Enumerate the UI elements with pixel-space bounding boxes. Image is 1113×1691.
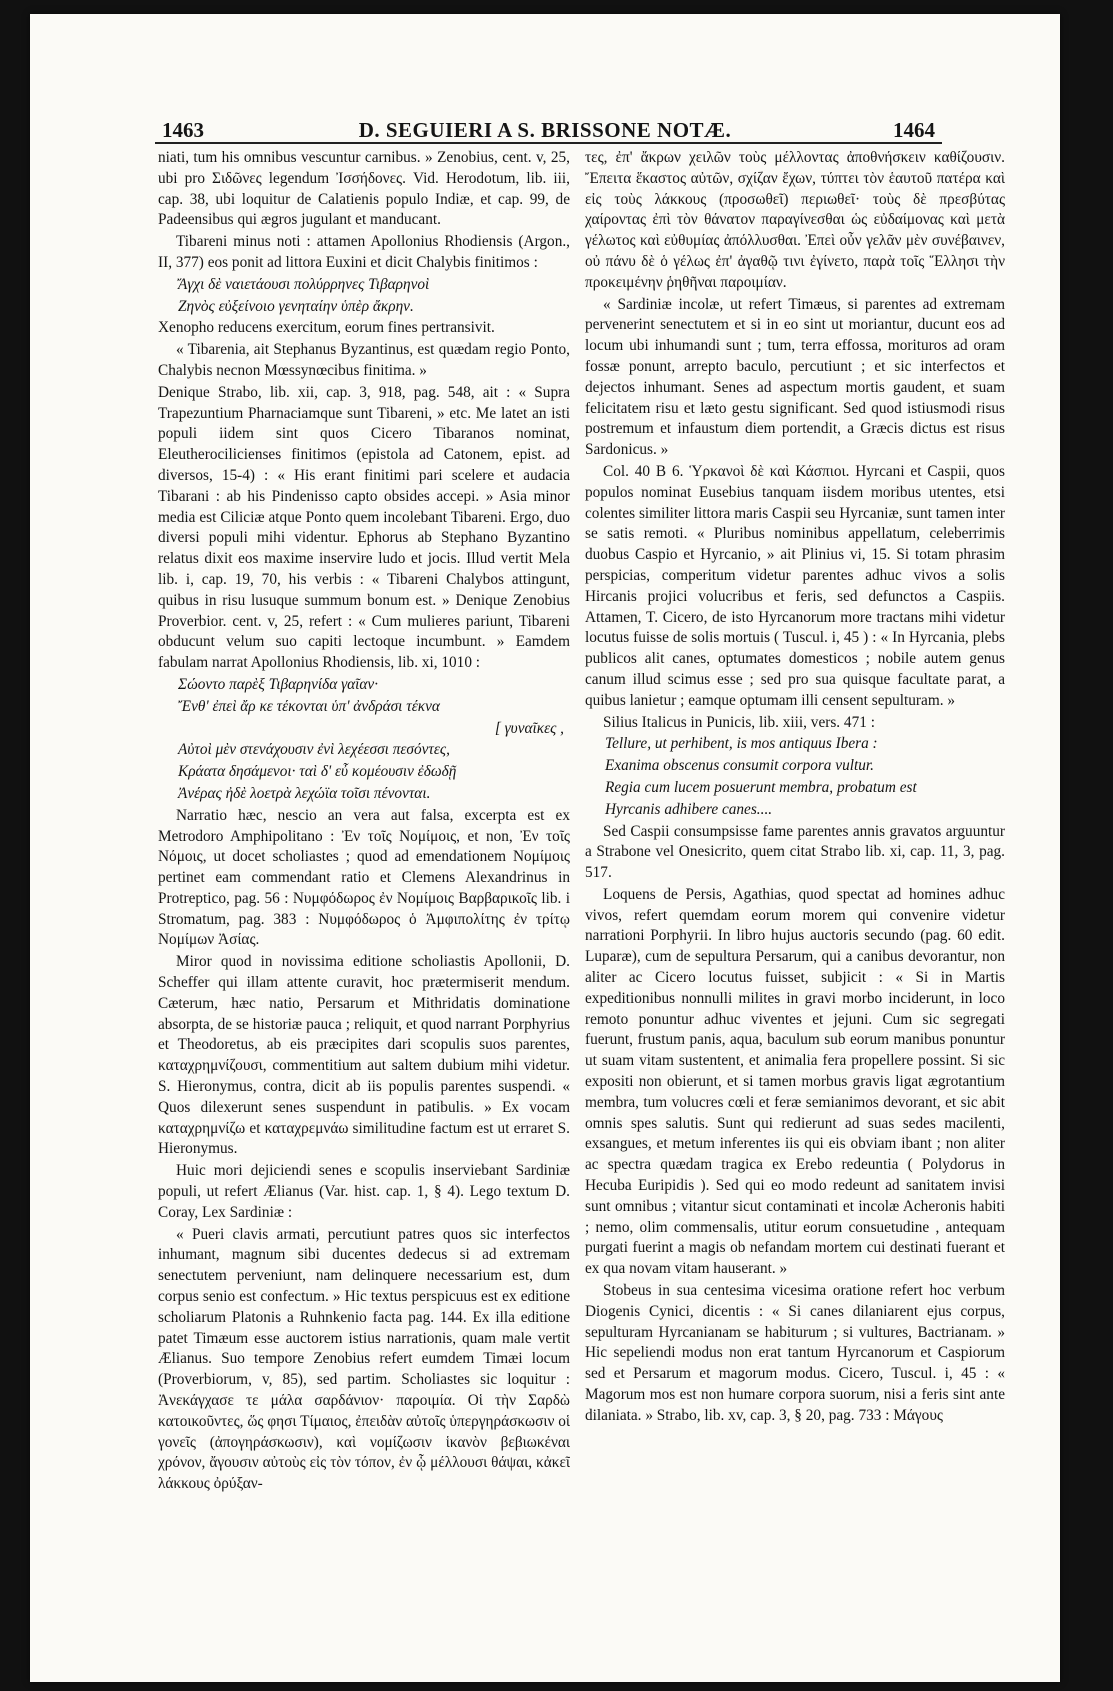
paragraph: Stobeus in sua centesima vicesima oratione refert hoc verbum Diogenis Cynici, dicentis : « Si canes dilaniarent ejus corpus, sepulturam Hyrcanianam se habiturum ; si vultures, Bactrianam. » Hic sepeliendi modus non erat tantum Hyrcanorum et Caspiorum sed et Persarum et magorum modus. Cicero, Tuscul. i, 45 : « Magorum mos est non humare corpora suorum, nisi a feris sint ante dilaniata. » Strabo, lib. xv, cap. 3, § 20, pag. 733 : Μάγους (585, 1282, 1005, 1424)
paragraph: Denique Strabo, lib. xii, cap. 3, 918, pag. 548, ait : « Supra Trapezuntium Pharnaciamque sunt Tibareni, » etc. Me latet an isti populi iidem sint quos Cicero Tibaranos nominat, Eleutherocilicienses finitimos (epistola ad Catonem, epist. ad diversos, 15-4) : « His erant finitimi pari scelere et audacia Tibarani : ab his Pindenisso capto obsides accepi. » Asia minor media est Ciliciæ atque Ponto quem incolebant Tibareni. Ergo, duo diversi populi mihi videntur. Ephorus ab Stephano Byzantino relatus dixit eos maxime inservire ludo et jocis. Illud vertit Mela lib. i, cap. 19, 70, his verbis : « Tibareni Chalybos attingunt, quibus in risu lusuque summum bonum est. » Denique Zenobius Proverbior. cent. v, 25, refert : « Cum mulieres pariunt, Tibareni obducunt velum suo capiti lectoque incumbunt. » Eamdem fabulam narrat Apollonius Rhodiensis, lib. xi, 1010 : (158, 383, 570, 672)
verse-line: Tellure, ut perhibent, is mos antiquus Ibera : (605, 735, 878, 753)
verse-line: Ζηνὸς εὐξείνοιο γενηταίην ὑπὲρ ἄκρην. (178, 297, 414, 315)
paragraph: τες, ἐπ' ἄκρων χειλῶν τοὺς μέλλοντας ἀποθνήσκειν καθίζουσιν. Ἔπειτα ἕκαστος αὐτῶν, σχίζαν ἔχων, τύπτει τὸν ἑαυτοῦ πατέρα καὶ εἰς τοὺς λάκκους (προσωθεῖ) περιωθεῖ· τοὺς δὲ πρεσβύτας χαίροντας ἐπὶ τὸν θάνατον παραγίνεσθαι ὡς εὐδαίμονας καὶ μετὰ γέλωτος καὶ εὐθυμίας ἀπόλλυσθαι. Ἐπεὶ οὖν γελᾶν μὲν συνέβαινεν, οὐ πάνυ δὲ ὁ γέλως ἐπ' ἀγαθῷ τινι ἐγίνετο, παρὰ τοῖς Ἕλλησι τὴν προκειμένην ῥηθῆναι παροιμίαν. (585, 149, 1005, 291)
paragraph: « Tibarenia, ait Stephanus Byzantinus, est quædam regio Ponto, Chalybis necnon Mœssynœcibus finitima. » (158, 341, 570, 379)
verse-line: Ἀνέρας ἠδὲ λοετρὰ λεχώϊα τοῖσι πένονται. (178, 784, 431, 802)
verse-line: Regia cum lucem posuerunt membra, probatum est (605, 778, 917, 796)
paragraph: Narratio hæc, nescio an vera aut falsa, excerpta est ex Metrodoro Amphipolitano : Ἐν τοῖς Νομίμοις, et non, Ἐν τοῖς Νόμοις, ut docet scholiastes ; quod ad emendationem Νομίμοις pertinet eam commendant ratio et Clemens Alexandrinus in Protreptico, pag. 56 : Νυμφόδωρος ἐν Νομίμοις Βαρβαρικοῖς lib. i Stromatum, pag. 383 : Νυμφόδωρος ὁ Ἀμφιπολίτης ἐν τρίτῳ Νομίμων Ἀσίας. (158, 806, 570, 949)
left-column (158, 148, 570, 1688)
verse-line: Ἄγχι δὲ ναιετάουσι πολύρρηνες Τιβαρηνοὶ (178, 275, 430, 293)
right-column (585, 148, 1005, 1688)
verse-line: Ἔνθ' ἐπεὶ ἄρ κε τέκονται ὑπ' ἀνδράσι τέκνα (178, 697, 440, 715)
paragraph: niati, tum his omnibus vescuntur carnibus. » Zenobius, cent. v, 25, ubi pro Σιδῶνες legendum Ἰσσήδονες. Vid. Herodotum, lib. iii, cap. 38, ubi loquitur de Calatienis populo Indiæ, et cap. 99, de Padeensibus qui ægros jugulant et manducant. (158, 149, 570, 229)
verse-line: Κράατα δησάμενοι· ταὶ δ' εὖ κομέουσιν ἐδωδῇ (178, 763, 457, 781)
paragraph: « Sardiniæ incolæ, ut refert Timæus, si parentes ad extremam pervenerint senectutem et si in eo sint ut moriantur, ducunt eos ad locum ubi inhumandi sunt ; tum, terra effossa, morituros ad oram fossæ ponunt, arrepto baculo, percutiunt ; et sic interfectos et dejectos inhumant. Senes ad aspectum mortis gaudent, et suam felicitatem risu et læto gestu significant. Sed quod istiusmodi risus postremum et infaustum diem portendit, a Græcis dictus est risus Sardonicus. » (585, 295, 1005, 459)
paragraph: Xenopho reducens exercitum, eorum fines pertransivit. (158, 319, 495, 337)
page-header (30, 110, 1060, 146)
verse-line: [ γυναῖκες , (494, 719, 564, 737)
paragraph: Silius Italicus in Punicis, lib. xiii, vers. 471 : (603, 713, 875, 731)
verse-line: Hyrcanis adhibere canes.... (605, 800, 773, 818)
running-title: D. SEGUIERI A S. BRISSONE NOTÆ. (358, 118, 732, 142)
paragraph: Sed Caspii consumpsisse fame parentes annis gravatos arguuntur a Strabone vel Onesicrito, quem citat Strabo lib. xi, cap. 11, 3, pag. 517. (585, 822, 1005, 882)
paragraph: Loquens de Persis, Agathias, quod spectat ad homines adhuc vivos, refert quemdam eorum morem qui convenire videtur narrationi Porphyrii. In libro hujus auctoris secundo (pag. 60 edit. Luparæ), cum de sepultura Persarum, qui a canibus devorantur, non aliter ac Cicero locutus fuisset, subjicit : « Si in Martis expeditionibus nonnulli milites in gravi morbo inciderunt, in loco remoto ponuntur adhuc viventes et jejuni. Cum sic segregati fuerunt, frustum panis, aqua, baculum sub eorum manibus ponuntur ut suam vitam sustentent, et animalia fera propellere possint. Si sic expositi non obierunt, et si tamen morbus gravis ligat ægrotantium membra, tum volucres cœli et feræ semianimos devorant, et sic abit omnis spes salutis. Sunt qui redierunt ad suas sedes macilenti, exsangues, et metum inferentes iis qui eis obviam ibant ; non aliter ac spectra quædam tragica ex Erebo redeuntia ( Polydorus in Hecuba Euripidis ). Sed qui eo modo redeunt ad sanitatem invisi sunt omnibus ; vitantur sicut contaminati et incolæ Acheronis habiti ; nemo, olim commensalis, utitur eorum consuetudine , antequam purgati fuerint a magis ob nefandam mortem cui destinati fuerant et ex qua novam vitam hauserant. » (585, 885, 1005, 1278)
paragraph: Col. 40 B 6. Ὑρκανοὶ δὲ καὶ Κάσπιοι. Hyrcani et Caspii, quos populos nominat Eusebius tanquam iisdem moribus utentes, etsi colentes similiter littora maris Caspii seu Hyrcaniæ, sunt tamen inter se satis remoti. « Pluribus nominibus appellatum, celeberrimis duobus Caspio et Hyrcanio, » ait Plinius vi, 15. Si totam phrasim perspicias, comperitum videtur parentes adhuc vivos a solis Hircanis projici volucribus et feris, sed defunctos a Caspiis. Attamen, T. Cicero, de isto Hyrcanorum more tractans mihi videtur locutus fuisse de solis mortuis ( Tuscul. i, 45 ) : « In Hyrcania, plebs publicos alit canes, optumates domesticos ; nobile autem genus canum illud scimus esse ; sed pro sua quisque facultate parat, a quibus lanietur ; eamque optumam illi censent sepulturam. » (585, 462, 1005, 709)
right-page-number: 1464 (893, 118, 935, 142)
verse-line: Σώοντο παρὲξ Τιβαρηνίδα γαῖαν· (178, 675, 379, 693)
verse-line: Exanima obscenus consumit corpora vultur. (605, 757, 874, 775)
paragraph: Tibareni minus noti : attamen Apollonius Rhodiensis (Argon., II, 377) eos ponit ad littora Euxini et dicit Chalybis finitimos : (158, 233, 570, 271)
paragraph: « Pueri clavis armati, percutiunt patres quos sic interfectos inhumant, magnum sibi ducentes dedecus si ad extremam senectutem perveniunt, nam delinquere necessarium est, dum corpus senio est confectum. » Hic textus perspicuus est ex editione scholiarum Platonis a Ruhnkenio facta pag. 144. Ex illa editione patet Timæum esse auctorem istius narrationis, quam male vertit Ælianus. Suo tempore Zenobius refert eumdem Timæi locum (Proverbiorum, v, 85), sed partim. Scholiastes sic loquitur : Ἀνεκάγχασε τε μάλα σαρδάνιον· παροιμία. Οἱ τὴν Σαρδὼ κατοικοῦντες, ὥς φησι Τίμαιος, ἐπειδὰν αὐτοῖς ὑπεργηράσκωσιν οἱ γονεῖς (ἀπογηράσκωσιν), καὶ νομίζωσιν ἱκανὸν βεβιωκέναι χρόνον, ἄγουσιν αὐτοὺς εἰς τὸν τόπον, ἐν ᾧ μέλλουσι θάψαι, κἀκεῖ λάκκους ὀρύξαν- (158, 1225, 570, 1493)
paragraph: Miror quod in novissima editione scholiastis Apollonii, D. Scheffer qui illam attente curavit, hoc prætermiserit mendum. Cæterum, hæc natio, Persarum et Mithridatis dominatione absorpta, de se historiæ pauca ; reliquit, et quod narrant Porphyrius et Theodoretus, ab eis præcipites dari scopulis suos parentes, καταχρημνίζουσι, commentitium aut saltem dubium mihi videtur. S. Hieronymus, contra, dicit ab iis populis parentes suspendi. « Quos dilexerunt senes suspendunt in patibulis. » Ex vocam καταχρημνίζω et καταχρεμνάω similitudine factum est ut erraret S. Hieronymus. (158, 953, 570, 1158)
book-page (30, 14, 1060, 1682)
header-rule (155, 142, 942, 144)
paragraph: Huic mori dejiciendi senes e scopulis inserviebant Sardiniæ populi, ut refert Ælianus (Var. hist. cap. 1, § 4). Lego textum D. Coray, Lex Sardiniæ : (158, 1162, 570, 1221)
verse-line: Αὐτοὶ μὲν στενάχουσιν ἐνὶ λεχέεσσι πεσόντες, (178, 741, 450, 759)
left-page-number: 1463 (162, 118, 204, 142)
